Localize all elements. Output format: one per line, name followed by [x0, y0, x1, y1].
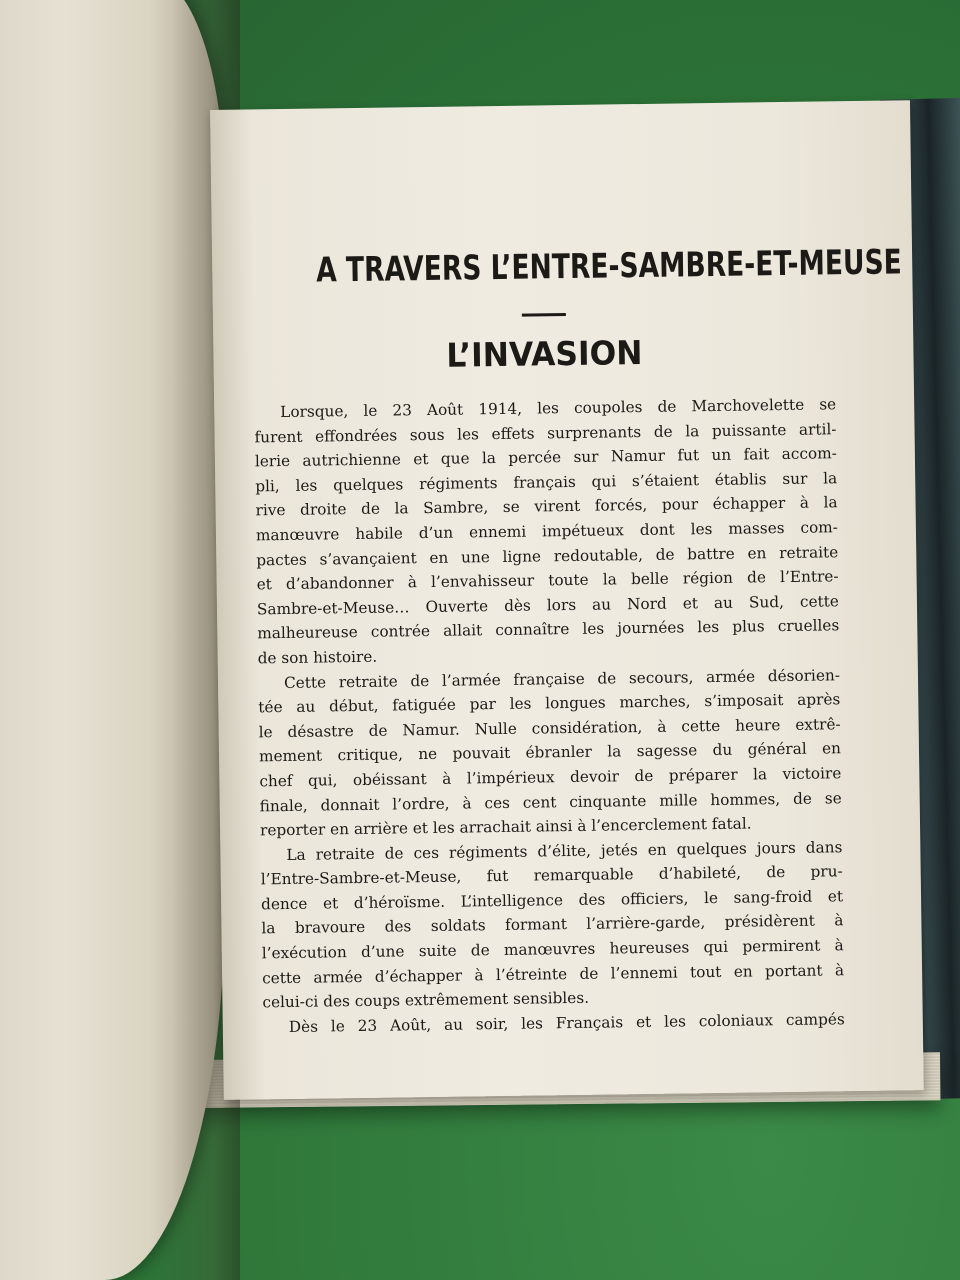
text-line: manœuvre habile d’un ennemi impétueux dont les masses com-	[255, 518, 839, 545]
text-line: furent effondrées sous les effets surprenants de la puissante artil-	[254, 419, 837, 447]
text-line: Lorsque, le 23 Août 1914, les coupoles de Marchovelette se	[280, 395, 837, 422]
text-line: rive droite de la Sambre, se virent forcés, pour échapper à la	[255, 493, 838, 520]
text-line: chef qui, obéissant à l’impérieux devoir de préparer la victoire	[259, 764, 842, 791]
text-line: le désastre de Namur. Nulle considération, à cette heure extrê-	[258, 714, 841, 742]
chapter-title: A TRAVERS L’ENTRE-SAMBRE-ET-MEUSE	[315, 242, 903, 291]
left-page	[0, 0, 225, 1280]
text-line: finale, donnait l’ordre, à ces cent cinquante mille hommes, de se	[259, 788, 842, 815]
text-line: et d’abandonner à l’envahisseur toute la belle région de l’Entre-	[256, 567, 839, 594]
text-line: lerie autrichienne et que la percée sur Namur fut un fait accom-	[254, 444, 837, 471]
section-title: L’INVASION	[446, 332, 643, 375]
text-line: Cette retraite de l’armée française de secours, armée désorien-	[283, 665, 841, 692]
paragraph-2	[258, 663, 842, 843]
text-line: de son histoire.	[257, 647, 378, 668]
text-line: celui-ci des coups extrêmement sensibles.	[262, 989, 590, 1012]
text-line: pli, les quelques régiments français qui s’étaient établis sur la	[255, 469, 838, 496]
text-line: cette armée d’échapper à l’étreinte de l’ennemi tout en portant à	[261, 960, 845, 988]
paragraph-3	[260, 835, 844, 1015]
text-line: La retraite de ces régiments d’élite, jetés en quelques jours dans	[286, 837, 843, 864]
text-line: reporter en arrière et les arrachait ainsi à l’encerclement fatal.	[259, 814, 752, 840]
text-line: tée au début, fatiguée par les longues marches, s’imposait après	[258, 690, 841, 717]
title-divider	[522, 313, 566, 317]
text-line: malheureuse contrée allait connaître les journées les plus cruelles	[257, 616, 840, 643]
page-text	[252, 241, 903, 1039]
text-line: Dès le 23 Août, au soir, les Français et les coloniaux campés	[288, 1010, 845, 1036]
text-line: pactes s’avançaient en une ligne redoutable, de battre en retraite	[256, 542, 839, 569]
text-line: dence et d’héroïsme. L’intelligence des officiers, le sang-froid et	[260, 887, 844, 914]
right-page	[210, 100, 924, 1100]
text-line: la bravoure des soldats formant l’arrière-garde, présidèrent à	[261, 911, 844, 938]
text-line: Sambre-et-Meuse… Ouverte dès lors au Nord et au Sud, cette	[256, 592, 840, 619]
text-line: l’Entre-Sambre-et-Meuse, fut remarquable d’habileté, de pru-	[260, 862, 843, 889]
text-line: l’exécution d’une suite de manœuvres heureuses qui permirent à	[261, 936, 844, 963]
paragraph-1	[254, 392, 840, 671]
text-line: mement critique, ne pouvait ébranler la sagesse du général en	[258, 739, 842, 766]
